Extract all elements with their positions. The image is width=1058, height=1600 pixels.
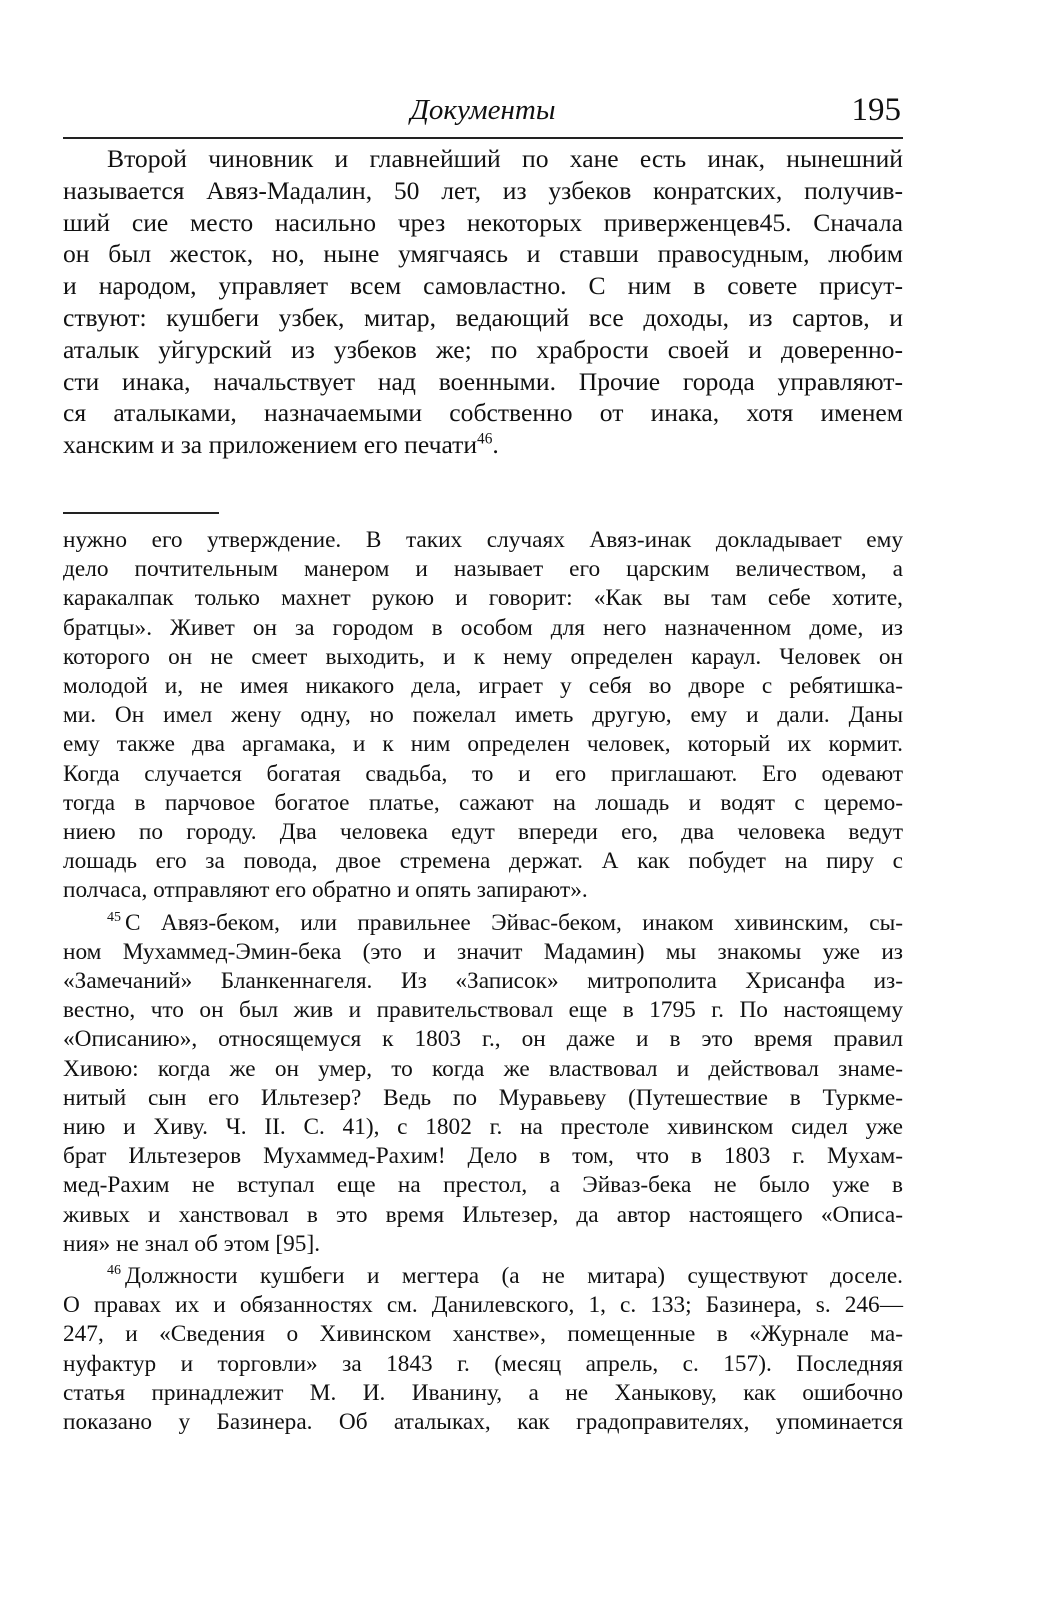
footnote-line: братцы». Живет он за городом в особом для него назначенном доме, из — [63, 614, 903, 641]
footnote-line: «Описанию», относящемуся к 1803 г., он даже и в это время правил — [63, 1026, 903, 1053]
footnote-line: брат Ильтезеров Мухаммед-Рахим! Дело в том, что в 1803 г. Мухам- — [63, 1143, 903, 1170]
page-header — [63, 92, 903, 140]
header-rule — [63, 137, 903, 139]
footnote-line: нужно его утверждение. В таких случаях Авяз-инак докладывает ему — [63, 527, 903, 553]
footnote-number: 45 — [107, 909, 121, 925]
main-text-line: сти инака, начальствует над военными. Прочие города управляют- — [63, 366, 903, 396]
footnote-line — [63, 909, 903, 938]
main-text-line: аталык уйгурский из узбеков же; по храбрости своей и доверенно- — [63, 334, 903, 364]
footnote-line: ном Мухаммед-Эмин-бека (это и значит Мадамин) мы знакомы уже из — [63, 938, 903, 965]
footnote-46 — [63, 1262, 903, 1437]
page-number: 195 — [851, 92, 901, 128]
footnote-line: «Замечаний» Бланкеннагеля. Из «Записок» митрополита Хрисанфа из- — [63, 968, 903, 995]
footnote-text: С Авяз-беком, или правильнее Эйвас-беком, инаком хивинским, сы- — [124, 909, 903, 936]
footnote-line: 247, и «Сведения о Хивинском ханстве», помещенные в «Журнале ма- — [63, 1321, 903, 1348]
main-text-line: называется Авяз-Мадалин, 50 лет, из узбеков конратских, получив- — [63, 175, 903, 205]
main-text-line: и народом, управляет всем самовластно. С ним в совете присут- — [63, 271, 903, 301]
footnote-text: Должности кушбеги и мегтера (а не митара) существуют доселе. — [124, 1263, 903, 1290]
footnote-line: вестно, что он был жив и правительствовал еще в 1795 г. По настоящему — [63, 997, 903, 1024]
footnote-line: живых и ханствовал в это время Ильтезер, да автор настоящего «Описа- — [63, 1201, 903, 1228]
footnote-line: нуфактур и торговли» за 1843 г. (месяц апрель, с. 157). Последняя — [63, 1350, 903, 1377]
footnote-line: лошадь его за повода, двое стремена держат. А как побудет на пиру с — [63, 848, 903, 875]
footnote-line: показано у Базинера. Об аталыках, как градоправителях, упоминается — [63, 1409, 903, 1436]
footnote-line: которого он не смеет выходить, и к нему определен караул. Человек он — [63, 643, 903, 670]
footnote-reference: 46 — [477, 430, 493, 448]
footnote-line: Хивою: когда же он умер, то когда же властвовал и действовал знаме- — [63, 1055, 903, 1082]
footnote-continuation — [63, 526, 903, 906]
footnotes — [63, 526, 903, 1437]
main-text — [63, 143, 903, 461]
footnote-line: ему также два аргамака, и к ним определен человек, который их кормит. — [63, 731, 903, 758]
main-text-line: Второй чиновник и главнейший по хане есть инак, нынешний — [107, 144, 903, 173]
footnote-line: ниею по городу. Два человека едут впереди его, два человека ведут — [63, 819, 903, 846]
footnote-line: ния» не знал об этом [95]. — [63, 1230, 321, 1257]
footnote-line: тогда в парчовое богатое платье, сажают на лошадь и водят с церемо- — [63, 789, 903, 816]
footnote-line: мед-Рахим не вступал еще на престол, а Эйваз-бека не было уже в — [63, 1172, 903, 1199]
main-text-line: ся аталыками, назначаемыми собственно от инака, хотя именем — [63, 398, 903, 428]
footnote-line: О правах их и обязанностях см. Данилевского, 1, с. 133; Базинера, s. 246— — [63, 1292, 903, 1319]
footnote-line: статья принадлежит М. И. Иванину, а не Ханыкову, как ошибочно — [63, 1379, 903, 1406]
footnote-line: каракалпак только махнет рукою и говорит: «Как вы там себе хотите, — [63, 585, 903, 612]
footnote-line: нитый сын его Ильтезер? Ведь по Муравьеву (Путешествие в Туркме- — [63, 1084, 903, 1111]
footnote-45 — [63, 909, 903, 1259]
footnote-line: ми. Он имел жену одну, но пожелал иметь другую, ему и дали. Даны — [63, 702, 903, 729]
footnote-separator — [63, 512, 219, 514]
main-text-line: он был жесток, но, ныне умягчаясь и ставши правосудным, любим — [63, 239, 903, 269]
footnote-line — [63, 1262, 903, 1291]
footnote-line: Когда случается богатая свадьба, то и его приглашают. Его одевают — [63, 760, 903, 787]
footnote-number: 46 — [107, 1263, 121, 1279]
footnote-line: нию и Хиву. Ч. II. С. 41), с 1802 г. на престоле хивинском сидел уже — [63, 1114, 903, 1141]
main-text-line: ший сие место насильно чрез некоторых приверженцев45. Сначала — [63, 207, 903, 237]
footnote-line: дело почтительным манером и называет его царским величеством, а — [63, 556, 903, 583]
footnote-line: полчаса, отправляют его обратно и опять запирают». — [63, 877, 588, 904]
footnote-line: молодой и, не имея никакого дела, играет у себя во дворе с ребятишка- — [63, 673, 903, 700]
running-title: Документы — [410, 94, 556, 126]
main-text-line: ствуют: кушбеги узбек, митар, ведающий все доходы, из сартов, и — [63, 302, 903, 332]
main-text-line: ханским и за приложением его печати$^{46}$. — [63, 430, 499, 460]
